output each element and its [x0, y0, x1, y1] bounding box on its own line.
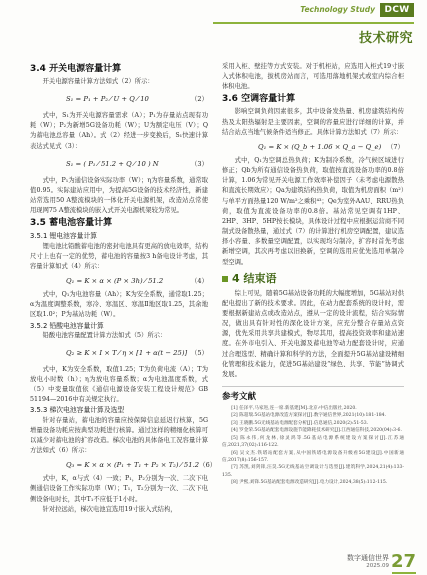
paragraph: 式中，P₁为通信设备实际功率（W）；η为容量系数，通常取值0.95。实际建站应用中，为提高5G设备的技术经济性，新建站常选用50 A整流模块的一体化开关电源机架，改造站点常使用现网75 A整流模块的嵌入式开关电源机架较为常见。 — [30, 176, 208, 215]
right-column — [222, 62, 404, 487]
section-title-chinese: 技术研究 — [358, 31, 413, 46]
equation-number: （2） — [190, 95, 208, 104]
references-heading: 参考文献 — [222, 386, 404, 403]
equation-body: Q₃ = K × α × (P₁ + T₁ + P₂ × T₂) ⁄ 51.2 — [66, 461, 200, 470]
page-number: 27 — [390, 551, 416, 572]
equation-body: S₁ = ( P₁ ⁄ 51.2 + Q ⁄ 10 ) N — [66, 159, 159, 168]
section-4-heading — [222, 271, 404, 287]
left-column — [30, 62, 217, 515]
footer-accent-bar — [392, 572, 416, 574]
section-3-5-heading: 3.5 蓄电池容量计算 — [30, 218, 113, 229]
header-english-label: Technology Study — [300, 5, 375, 14]
reference-item: [4] 罗金荣.5G基站配套电源设施节能降耗技术研究[J].江西通信科技,2020(04):3-6. — [231, 428, 402, 434]
equation-number: （7） — [386, 142, 404, 151]
paragraph: 影响空调负荷因素很多，其中设备发热量、机房建筑结构传热及太阳热辐射是主要因素，空调的容量应进行详细的计算，并结合站点当地气候条件适当修正。具体计算方法如式（7）所示： — [222, 108, 404, 136]
equation-body: S₁ = P₁ + P₂ ⁄ U + Q ⁄ 10 — [66, 95, 149, 104]
paragraph: 式中，S₁为开关电源容量需求（A）；P₁为存量站点现有功耗（W）；P₂为新增5G设备功耗（W）；U为额定电压（V）；Q为蓄电池总容量（Ah）。式（2）经进一步变换后，S₁快速计算表达式见式（3）： — [30, 112, 208, 150]
equation-number: （3） — [190, 159, 208, 168]
equation-4 — [30, 272, 208, 290]
paragraph: 式中，K，α与式（4）一致；P₁，P₂分别为一次、二次下电侧通信设备工作实际功率（W）；T₁，T₂分别为一次、二次下电侧设备电时长，其中T₁不应低于1小时。 — [30, 475, 208, 503]
paragraph: 锂电池比铅酸蓄电池的密封电池具有更高的放电效率，结构尺寸上也有一定的优势，蓄电池的容量按3 h备电设计考虑，其容量计算如式（4）所示： — [30, 242, 208, 270]
heading-square-icon — [222, 276, 228, 282]
section-3-4-heading: 3.4 开关电源容量计算 — [30, 64, 122, 74]
running-header — [0, 0, 427, 62]
reference-item: [7] 苏凯,刘剑锋,汪昊.5G无线基站空调设计与选型[J].建筑科学,2024,21(4):133-135. — [222, 465, 404, 478]
header-rule — [213, 22, 414, 24]
section-3-6-heading: 3.6 空调容量计算 — [222, 94, 296, 105]
section-4-heading-text: 4 结束语 — [232, 271, 277, 285]
paragraph: 综上可见，随着5G基站设备功耗的大幅度增加，5G基站对供配电提出了新的技术要求。因此，在动力配套系统的设计时，需要根据新建站点或改造站点，遵从一定的设计流程，结合实际情况，做出具有针对性的深化设计方案，应充分整合存量站点资源，优先采用共享共建模式，物尽其用，提高投资效率和建站速度。在外市电引入、开关电源及蓄电池等动力配套设计时，应通过合理选型、精确计算和科学的方法，全面提升5G基站建设精细化管理和技术能力，促进5G基站建设“绿色、共享、节能”协调式发展。 — [222, 289, 404, 378]
footer-issue-date: 2025.09 — [366, 563, 389, 569]
equation-body: Q₁ = K × (Q_b + 1.06 × Q_a − Q_e) — [258, 142, 382, 151]
equation-5 — [30, 341, 208, 365]
equation-number: （5） — [190, 348, 208, 357]
paragraph: 针对存量站，蓄电池的容量应按保障信息延迟行核算，5G增量设备功耗应按典型功耗进行核算。通过这样的精细化核算可以减少对蓄电池的扩容改造。梯次电池的具体备电工况容量计算方法如式（6）所示： — [30, 416, 208, 455]
reference-item: [8] 尹熙,刘锋.5G基站配套电源改造研究[J].电力设计,2024,38(5):112-115. — [231, 480, 388, 486]
subsection-3-5-2-heading: 3.5.2 铅酸电池容量计算 — [30, 321, 104, 330]
subsection-3-5-3-heading: 3.5.3 梯次电池容量计算及选型 — [30, 406, 125, 415]
reference-item: [2] 陈超瑞.5G基站电源改造方案探讨[J].数字通信世界,2021(10):181-184. — [231, 413, 387, 419]
paragraph: 铅酸电池容量配置计算方法如式（5）所示： — [42, 331, 167, 339]
footer-magazine-name: 数字通信世界 — [347, 554, 389, 562]
reference-item: [5] 陈永伟,何龙林,徐灵鸿等.5G基站电源系统建设方案探讨[J].江苏通信,2021,37(02):116-122. — [222, 435, 404, 449]
paragraph: 开关电源容量计算方法如式（2）所示： — [42, 78, 154, 85]
equation-7 — [222, 138, 404, 156]
paragraph: 式中，K为安全系数，取值1.25；T为负荷电流（A）；T为放电小时数（h）；η为放电容量系数；α为电池温度系数，式（5）中变量取值依《通信电源设备安装工程设计规范》GB 51194—2016中有关规定执行。 — [30, 365, 208, 404]
paragraph: 式中，Q₁为电池容量（Ah）；K为安全系数，通常取1.25；α为温度调整系数，寒冷、寒温区、寒温Ⅱ地区取1.25，其余地区取1.0²；P为基站功耗（W）。 — [30, 291, 208, 319]
equation-6 — [30, 456, 217, 474]
references-list — [222, 405, 404, 486]
equation-number: （6） — [199, 461, 217, 470]
equation-body: Q₁ = K × α × (P × 3h) ⁄ 51.2 — [66, 276, 164, 285]
reference-item: [1] 任泽平,马家进,连一席.新基建[M].北京:中信出版社,2020. — [231, 406, 357, 412]
equation-2 — [30, 87, 208, 111]
subsection-3-5-1-heading: 3.5.1 锂电池容量计算 — [30, 232, 98, 241]
reference-item: [6] 吴文杰.铁塔站配套方案,从中国铁塔电源设备升级看5G建设[J].中国新通信,2017(8):156-157. — [222, 450, 404, 463]
paragraph: 采用入柜、壁挂等方式安装。对于机柜站，应选用入柜式19寸嵌入式体积电池，拔机房站而言，可选用落地机架式或室内综合柜体积电池。 — [222, 63, 404, 91]
reference-item: [3] 王晓鹏.5G无线基站电源配套分析[J].信息通信,2020(2):51-53. — [231, 420, 369, 426]
paragraph: 针对拉远站，梯次电池宜选用19寸嵌入式结构， — [42, 505, 177, 513]
equation-number: （4） — [190, 276, 208, 285]
page-footer — [0, 540, 427, 575]
equation-body: Q₂ ≥ K × I × T ⁄ η × [1 + α(t − 25)] — [66, 348, 188, 357]
equation-3 — [30, 152, 208, 176]
magazine-logo: DCW — [380, 3, 414, 17]
paragraph: 式中，Q₁为空调总热负荷；K为制冷系数，冷气候区域进行修正；Qb为所有通信设备热负荷，取值按直流设备功率的0.8倍计算，1.06为常见开关电源工作效率补偿因子（未考虑电源散热和直流长期效应）；Qa为建筑结构热负荷，取值为机房面积（m²）与单平方面热量120 W/m²之乘积⁴³；Qe为室外AAU、RRU热负荷，取值为直流设备功率的0.8倍。基站常见空调有1HP、2HP、3HP、5HP按长模块，具体设计过程中应根据运营商不同制式设备散热量，通过式（7）的计算进行机房空调配置，建议选择小容量、多数量空调配置，以实现均匀制冷，扩容时首先考虑新增空调，其次再考虑以旧换新，空调的选用应优先选用单制冷型空调。 — [222, 156, 404, 266]
